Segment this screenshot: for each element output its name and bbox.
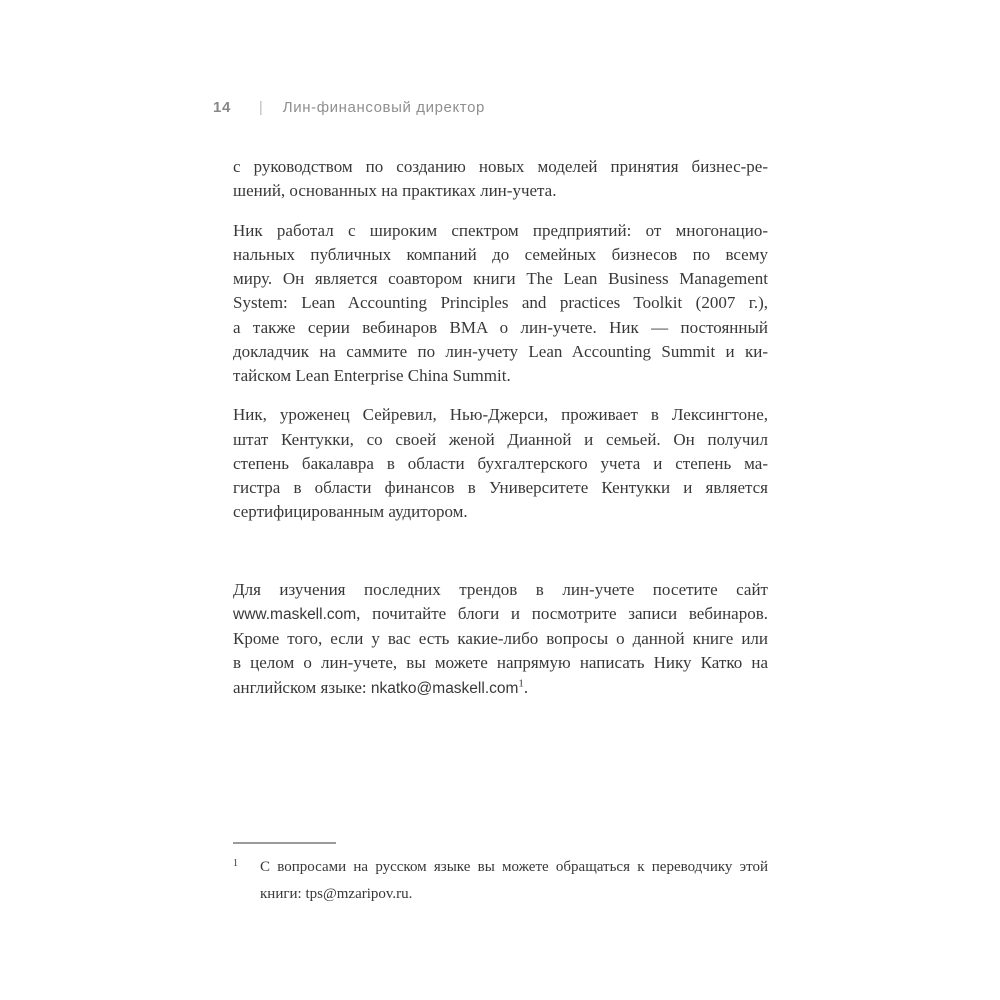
text-segment: Кроме того, если у вас есть какие-либо вопросы о данной книге или	[233, 629, 768, 648]
text-line	[233, 403, 768, 427]
text-line	[260, 881, 768, 908]
paragraph-4	[233, 578, 768, 701]
footnote-text	[260, 854, 768, 908]
text-line	[233, 578, 768, 602]
page-number: 14	[213, 99, 231, 116]
text-line	[233, 676, 768, 701]
text-line	[260, 854, 768, 881]
footnote-reference: 1	[518, 676, 524, 689]
footnote-email-line: книги: tps@mzaripov.ru.	[260, 886, 413, 902]
paragraph-2	[233, 219, 768, 389]
footnote-rule	[233, 842, 336, 844]
text-line	[233, 267, 768, 291]
text-segment: гистра в области финансов в Университете Кентукки и является	[233, 478, 768, 497]
text-segment: в целом о лин-учете, вы можете напрямую написать Нику Катко на	[233, 653, 768, 673]
text-segment: английском языке:	[233, 677, 371, 697]
text-segment: штат Кентукки, со своей женой Дианной и семьей. Он получил	[233, 429, 768, 449]
text-line	[233, 316, 768, 340]
text-line	[233, 627, 768, 651]
text-segment: с руководством по созданию новых моделей принятия бизнес-ре-	[233, 157, 768, 176]
running-title: Лин-финансовый директор	[282, 99, 485, 116]
footnote-row	[233, 854, 768, 908]
text-segment: , почитайте блоги и посмотрите записи вебинаров.	[356, 603, 768, 623]
text-segment: Ник, уроженец Сейревил, Нью-Джерси, проживает в Лексингтоне,	[233, 405, 768, 425]
text-segment: нальных публичных компаний до семейных бизнесов по всему	[233, 244, 768, 264]
text-line	[233, 179, 768, 203]
page-header	[213, 99, 485, 116]
text-line	[233, 243, 768, 267]
text-line	[233, 364, 768, 388]
text-segment: сертифицированным аудитором.	[233, 502, 468, 522]
text-line	[233, 476, 768, 500]
page-body	[233, 155, 768, 716]
text-segment: System: Lean Accounting Principles and practices Toolkit (2007 г.),	[233, 293, 768, 313]
text-line	[233, 219, 768, 243]
text-line	[233, 500, 768, 524]
footnote-marker: 1	[233, 858, 238, 869]
text-segment: степень бакалавра в области бухгалтерского учета и степень ма-	[233, 453, 768, 473]
email-text: nkatko@maskell.com	[370, 679, 519, 697]
text-segment: тайском Lean Enterprise China Summit.	[233, 366, 511, 385]
paragraph-3	[233, 403, 768, 524]
text-line	[233, 340, 768, 364]
text-segment: Для изучения последних трендов в лин-учете посетите сайт	[233, 579, 768, 599]
url-text: www.maskell.com	[233, 605, 357, 623]
text-segment: шений, основанных на практиках лин-учета.	[233, 181, 557, 201]
text-segment: С вопросами на русском языке вы можете обращаться к переводчику этой	[260, 859, 768, 875]
text-segment: .	[523, 677, 529, 697]
text-line	[233, 291, 768, 315]
text-line	[233, 651, 768, 675]
text-segment: Ник работал с широким спектром предприятий: от многонацио-	[233, 220, 768, 240]
text-line	[233, 452, 768, 476]
text-segment: докладчик на саммите по лин-учету Lean Accounting Summit и ки-	[233, 341, 768, 361]
header-separator: |	[258, 99, 263, 116]
text-line	[233, 155, 768, 179]
text-segment: миру. Он является соавтором книги The Lean Business Management	[233, 269, 768, 288]
footnote	[233, 842, 768, 908]
text-segment: а также серии вебинаров BMA о лин-учете. Ник — постоянный	[233, 317, 768, 337]
text-line	[233, 428, 768, 452]
text-line	[233, 602, 768, 627]
paragraph-1	[233, 155, 768, 204]
